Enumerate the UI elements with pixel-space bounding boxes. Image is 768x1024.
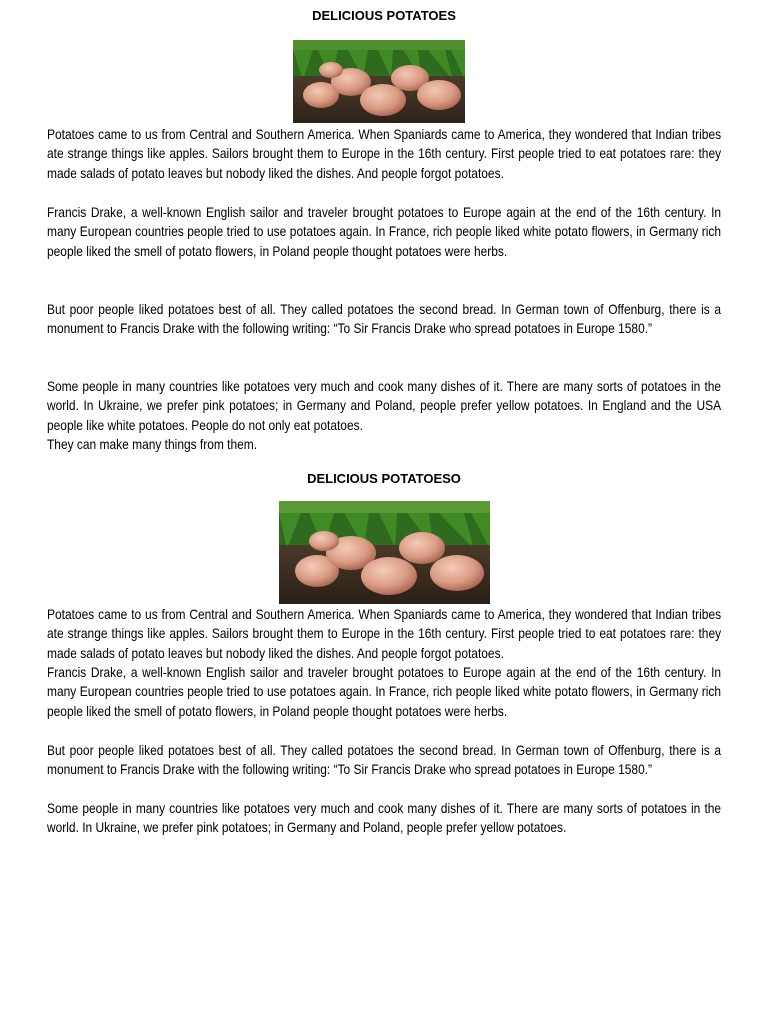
section-1-paragraph-3: But poor people liked potatoes best of all. They called potatoes the second bread. In German town of Offenburg, there is a monument to Francis Drake with the following writing: “To Sir Francis Drake who spread potatoes in Europe 1580.” [47,302,722,337]
section-1-paragraph-5: They can make many things from them. [47,437,258,452]
section-1-paragraph-1: Potatoes came to us from Central and Southern America. When Spaniards came to America, they wondered that Indian tribes ate strange things like apples. Sailors brought them to Europe in the 16th century. First people tried to eat potatoes rare: they made salads of potato leaves but nobody liked the dishes. And people forgot potatoes. [47,127,722,181]
section-1-paragraph-2: Francis Drake, a well-known English sailor and traveler brought potatoes to Europe again at the end of the 16th century. In many European countries people tried to use potatoes again. In France, rich people liked white potato flowers, in Germany rich people liked the smell of potato flowers, in Poland people thought potatoes were herbs. [47,205,722,259]
section-2-title: DELICIOUS POTATOESO [307,471,461,486]
section-2-paragraph-3: But poor people liked potatoes best of all. They called potatoes the second bread. In German town of Offenburg, there is a monument to Francis Drake with the following writing: “To Sir Francis Drake who spread potatoes in Europe 1580.” [47,743,722,778]
potato-field-photo-2 [279,501,490,604]
section-1-paragraph-4: Some people in many countries like potatoes very much and cook many dishes of it. There are many sorts of potatoes in the world. In Ukraine, we prefer pink potatoes; in Germany and Poland, people prefer yellow potatoes. In England and the USA people like white potatoes. People do not only eat potatoes. [47,379,722,433]
section-2-paragraph-4: Some people in many countries like potatoes very much and cook many dishes of it. There are many sorts of potatoes in the world. In Ukraine, we prefer pink potatoes; in Germany and Poland, people prefer yellow potatoes. [47,801,722,836]
section-2-paragraph-1: Potatoes came to us from Central and Southern America. When Spaniards came to America, they wondered that Indian tribes ate strange things like apples. Sailors brought them to Europe in the 16th century. First people tried to eat potatoes rare: they made salads of potato leaves but nobody liked the dishes. And people forgot potatoes. [47,607,722,661]
section-1-title: DELICIOUS POTATOES [312,8,456,23]
section-2-paragraph-2: Francis Drake, a well-known English sailor and traveler brought potatoes to Europe again at the end of the 16th century. In many European countries people tried to use potatoes again. In France, rich people liked white potato flowers, in Germany rich people liked the smell of potato flowers, in Poland people thought potatoes were herbs. [47,665,722,719]
potato-field-photo-1 [293,40,465,123]
